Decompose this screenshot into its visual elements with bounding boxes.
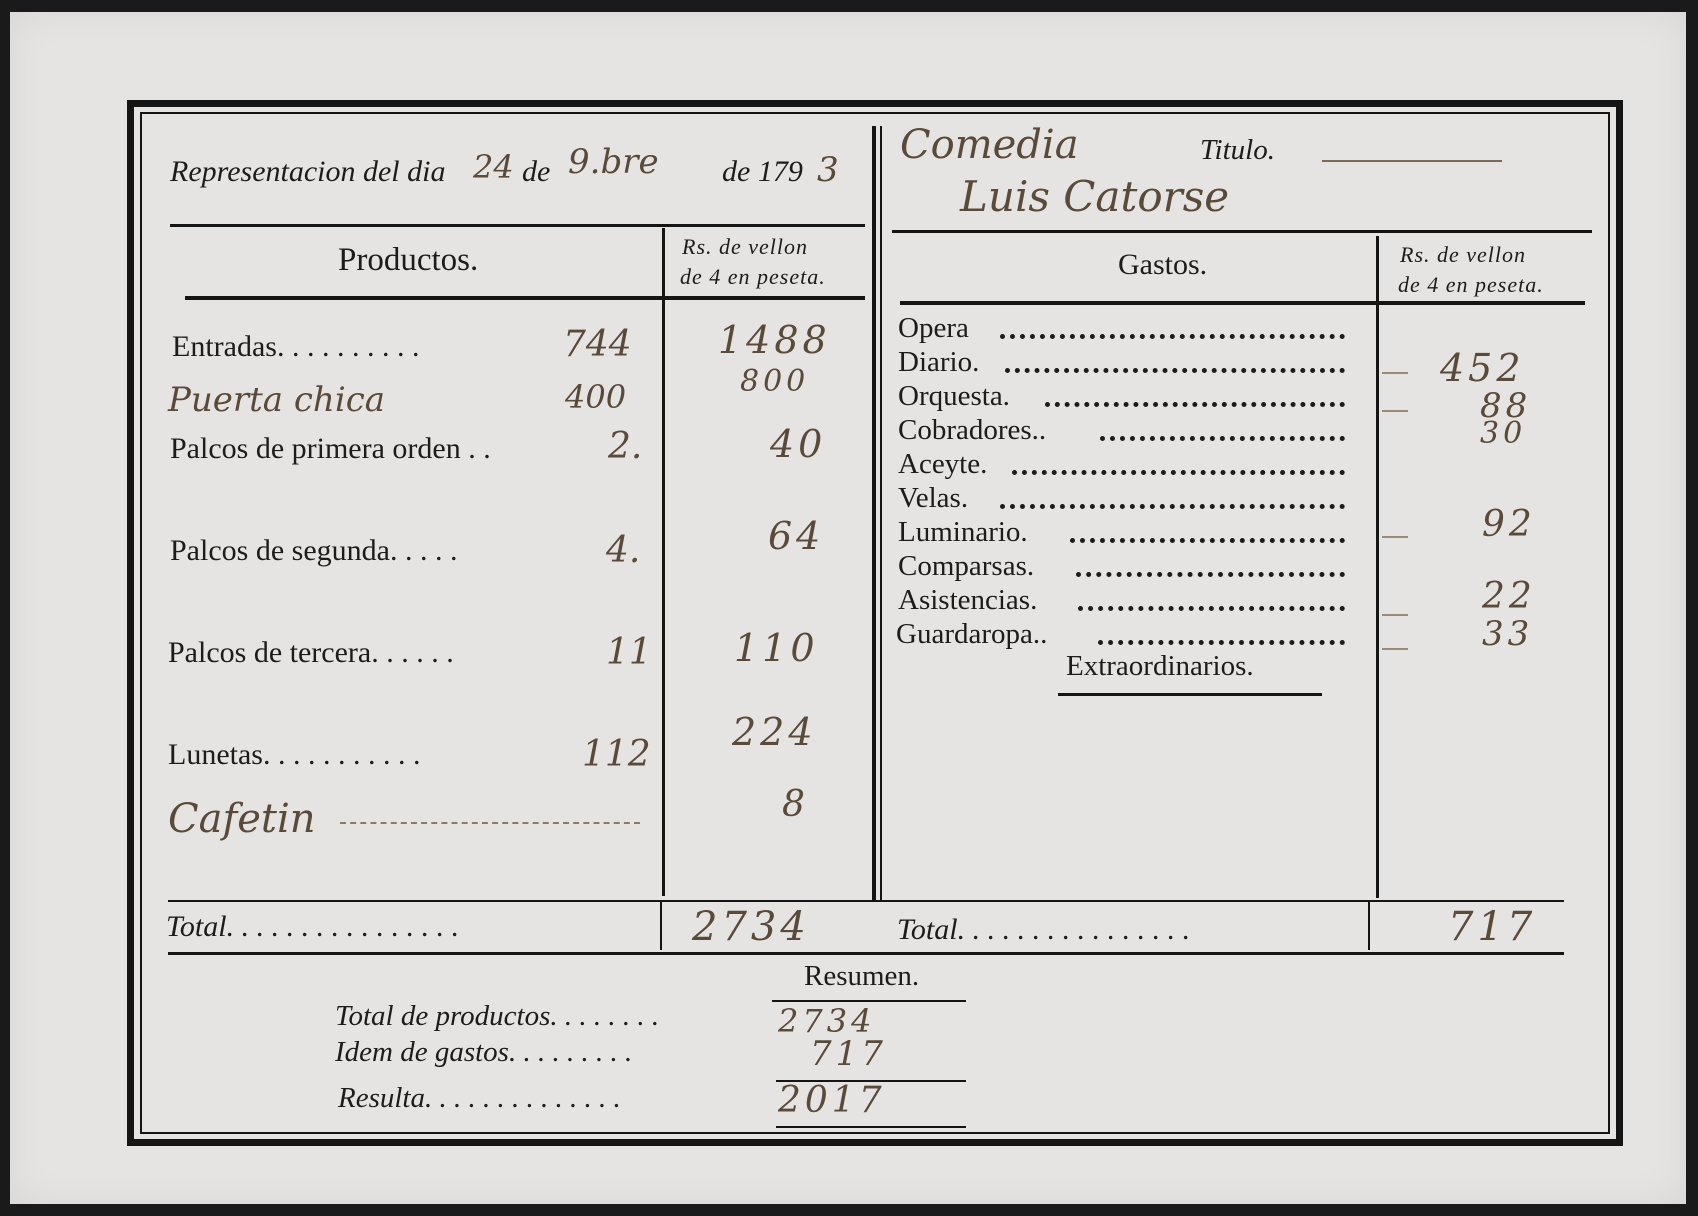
year-digit: 3 — [817, 150, 839, 190]
producto-label-puerta: Puerta chica — [168, 380, 386, 420]
cafetin-dashes — [340, 822, 640, 826]
gasto-label-aceyte: Aceyte. — [898, 448, 988, 480]
mes-value: 9.bre — [568, 142, 659, 182]
productos-heading: Productos. — [338, 242, 479, 278]
gasto-value-cobradores: 30 — [1480, 416, 1527, 451]
tick-luminario — [1382, 536, 1408, 538]
producto-value-tercera: 110 — [734, 626, 819, 670]
leader-luminario — [1070, 538, 1345, 545]
resumen-heading: Resumen. — [804, 960, 920, 992]
total-productos-label: Total de productos. . . . . . . . — [335, 1000, 660, 1032]
gasto-label-orquesta: Orquesta. — [898, 380, 1010, 412]
producto-label-primera: Palcos de primera orden . . — [170, 432, 491, 465]
producto-value-cafetin: 8 — [782, 784, 809, 825]
producto-qty-primera: 2. — [608, 426, 643, 467]
gasto-label-comparsas: Comparsas. — [898, 550, 1035, 582]
gasto-value-luminario: 92 — [1482, 504, 1536, 545]
total-top-rule — [168, 900, 1564, 902]
gasto-label-guardaropa: Guardaropa.. — [896, 618, 1048, 650]
producto-qty-puerta: 400 — [565, 378, 627, 416]
center-divider — [872, 126, 876, 901]
resulta-label: Resulta. . . . . . . . . . . . . . — [338, 1082, 621, 1114]
gasto-label-cobradores: Cobradores.. — [898, 414, 1047, 446]
gastos-col-divider — [1376, 236, 1379, 898]
titulo-underline — [1322, 160, 1502, 162]
center-divider-2 — [880, 126, 882, 901]
extraordinarios-rule — [1058, 693, 1322, 696]
gasto-value-asistencias: 22 — [1482, 576, 1536, 617]
producto-qty-lunetas: 112 — [582, 734, 651, 775]
idem-gastos-value: 717 — [810, 1034, 887, 1074]
producto-value-puerta: 800 — [740, 364, 810, 399]
representacion-label: Representacion del dia — [170, 155, 446, 188]
total-bottom-rule — [168, 952, 1564, 955]
total-left-divider — [660, 902, 662, 950]
left-header-rule — [170, 224, 865, 227]
productos-col-header-1: Rs. de vellon — [682, 234, 809, 259]
gastos-total-value: 717 — [1448, 904, 1537, 950]
total-right-divider — [1368, 902, 1370, 950]
titulo-label: Titulo. — [1200, 134, 1275, 166]
gasto-value-diario: 452 — [1440, 346, 1525, 390]
extraordinarios-label: Extraordinarios. — [1066, 650, 1254, 682]
producto-qty-segunda: 4. — [606, 530, 641, 571]
leader-guardaropa — [1098, 640, 1345, 647]
right-header-rule — [892, 230, 1592, 233]
gastos-heading: Gastos. — [1118, 248, 1208, 281]
producto-label-tercera: Palcos de tercera. . . . . . — [168, 636, 454, 669]
leader-cobradores — [1100, 436, 1345, 443]
leader-diario — [1005, 368, 1345, 375]
productos-col-header-2: de 4 en peseta. — [680, 264, 826, 289]
gastos-col-header-1: Rs. de vellon — [1400, 242, 1527, 267]
gasto-label-luminario: Luminario. — [898, 516, 1028, 548]
producto-label-lunetas: Lunetas. . . . . . . . . . . — [168, 738, 421, 771]
dia-value: 24 — [473, 148, 514, 186]
productos-total-label: Total. . . . . . . . . . . . . . . . — [166, 910, 460, 943]
producto-value-primera: 40 — [770, 422, 827, 466]
leader-velas — [1000, 504, 1345, 511]
total-productos-value: 2734 — [778, 1002, 876, 1040]
gastos-col-header-2: de 4 en peseta. — [1398, 272, 1544, 297]
producto-value-lunetas: 224 — [732, 710, 817, 754]
resumen-rule-bottom — [776, 1126, 966, 1128]
de-label: de — [522, 155, 551, 188]
tick-asistencias — [1382, 614, 1408, 616]
leader-comparsas — [1076, 572, 1345, 579]
producto-value-entradas: 1488 — [718, 318, 831, 362]
producto-qty-tercera: 11 — [606, 632, 652, 673]
tick-guardaropa — [1382, 648, 1408, 650]
leader-opera — [1000, 334, 1345, 341]
leader-orquesta — [1045, 402, 1345, 409]
productos-col-divider — [662, 228, 665, 896]
gasto-label-velas: Velas. — [898, 482, 969, 514]
productos-total-value: 2734 — [692, 904, 810, 950]
productos-head-rule — [185, 296, 865, 300]
idem-gastos-label: Idem de gastos. . . . . . . . . — [335, 1036, 633, 1068]
gasto-value-orquesta: 88 — [1480, 386, 1532, 426]
producto-qty-entradas: 744 — [563, 324, 632, 365]
gasto-label-opera: Opera — [898, 312, 969, 344]
producto-label-entradas: Entradas. . . . . . . . . . — [172, 330, 420, 363]
gastos-head-rule — [900, 301, 1585, 305]
gasto-value-guardaropa: 33 — [1482, 614, 1534, 654]
producto-value-segunda: 64 — [768, 514, 825, 558]
producto-label-segunda: Palcos de segunda. . . . . — [170, 534, 458, 567]
titulo-value: Luis Catorse — [960, 172, 1230, 221]
leader-asistencias — [1078, 606, 1345, 613]
resulta-value: 2017 — [778, 1080, 886, 1121]
gasto-label-diario: Diario. — [898, 346, 980, 378]
tick-diario — [1382, 372, 1408, 374]
year-label: de 179 — [722, 155, 803, 188]
leader-aceyte — [1012, 470, 1345, 477]
gastos-total-label: Total. . . . . . . . . . . . . . . . — [897, 913, 1191, 946]
gasto-label-asistencias: Asistencias. — [898, 584, 1038, 616]
producto-label-cafetin: Cafetin — [168, 796, 316, 842]
comedia-value: Comedia — [900, 122, 1079, 168]
tick-orquesta — [1382, 410, 1408, 412]
